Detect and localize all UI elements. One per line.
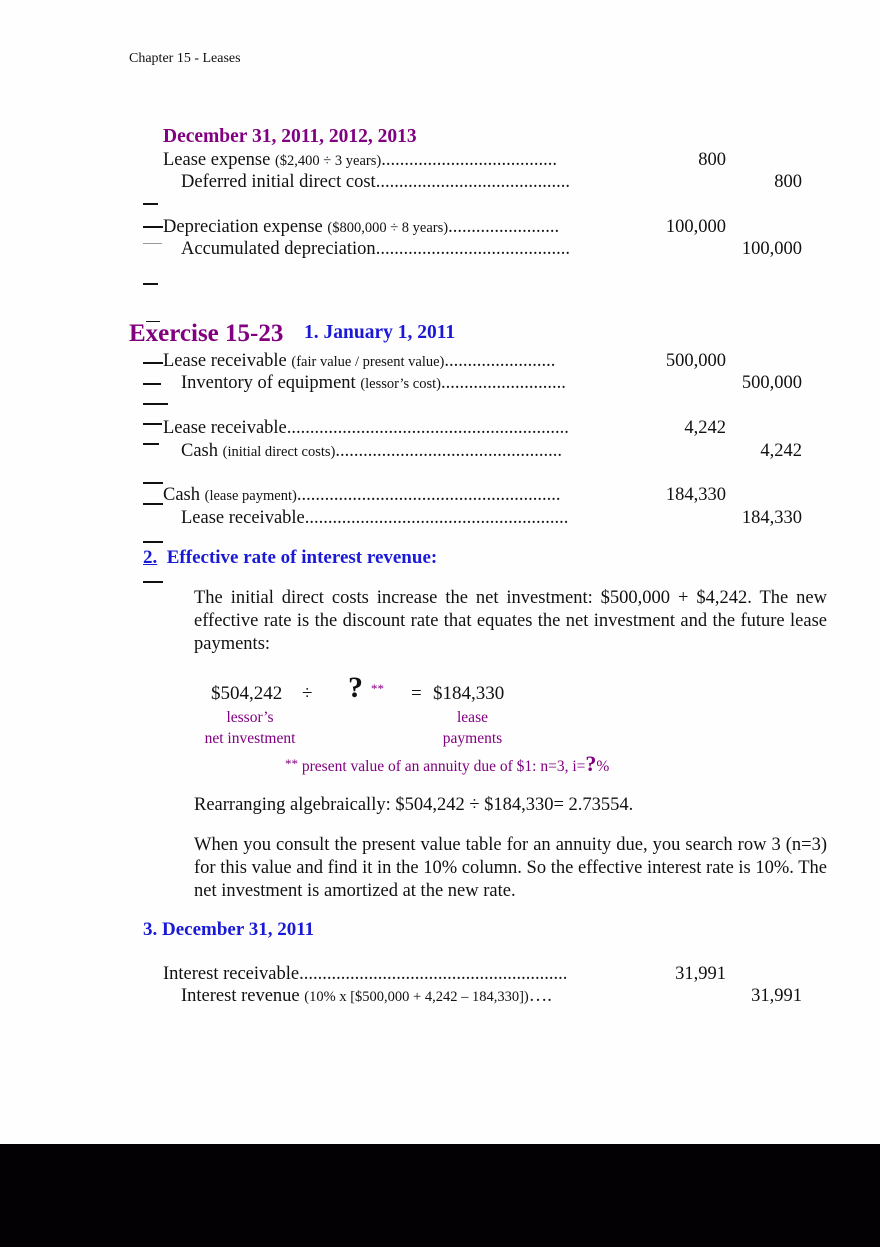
footnote-unknown: ?: [585, 751, 597, 776]
account-name: Lease receivable: [163, 351, 287, 371]
debit-amount: 31,991: [675, 964, 726, 984]
journal-entry-row: [0, 239, 880, 261]
rhs-label-line1: lease: [457, 709, 488, 726]
margin-dash: [143, 226, 163, 228]
journal-entry-row: [0, 986, 880, 1008]
journal-entry-row: [0, 150, 880, 172]
leader-dots: ..........................................................: [299, 964, 568, 984]
leader-dots: ........................: [444, 351, 556, 371]
leader-dots: .................................................: [335, 441, 562, 461]
margin-dash: [143, 283, 158, 285]
account-name: Lease receivable: [163, 418, 287, 438]
account-name: Accumulated depreciation: [181, 239, 376, 259]
account-name: Lease receivable: [181, 508, 305, 528]
debit-amount: 184,330: [665, 485, 726, 505]
debit-amount: 100,000: [665, 217, 726, 237]
journal-entry-row: [0, 351, 880, 373]
margin-dash: [143, 243, 162, 244]
account-name: Cash: [181, 441, 218, 461]
leader-dots: .........................................................: [296, 485, 561, 505]
account-note: ($800,000 ÷ 8 years): [327, 220, 449, 236]
margin-dash: [143, 443, 159, 445]
journal-entry-row: [0, 418, 880, 440]
leader-dots: .............................................................: [286, 418, 569, 438]
footnote-marker: **: [285, 756, 298, 771]
credit-amount: 4,242: [760, 441, 802, 461]
rearranging-paragraph: Rearranging algebraically: $504,242 ÷ $184,330= 2.73554.: [194, 795, 634, 815]
journal-entry-row: [0, 172, 880, 194]
part2-title: Effective rate of interest revenue:: [166, 547, 438, 568]
footnote-percent: %: [596, 758, 610, 775]
bottom-black-band: [0, 1144, 880, 1247]
part3-heading: 3. December 31, 2011: [143, 919, 315, 940]
journal-entry-row: [0, 217, 880, 239]
leader-dots: ….: [528, 986, 552, 1006]
section-date-heading: December 31, 2011, 2012, 2013: [163, 126, 417, 147]
margin-dash: [143, 541, 163, 543]
credit-amount: 31,991: [751, 986, 802, 1006]
account-name: Inventory of equipment: [181, 373, 356, 393]
account-name: Interest receivable: [163, 964, 300, 984]
footnote-marker: **: [371, 681, 384, 696]
lhs-label-line2: net investment: [204, 730, 296, 747]
credit-amount: 184,330: [741, 508, 802, 528]
account-name: Lease expense: [163, 150, 271, 170]
equation-lhs: $504,242: [211, 683, 283, 704]
account-note: (fair value / present value): [291, 354, 445, 370]
divide-operator: ÷: [302, 683, 313, 704]
chapter-header: Chapter 15 - Leases: [129, 51, 241, 66]
account-name: Depreciation expense: [163, 217, 323, 237]
equals-sign: =: [411, 683, 422, 704]
debit-amount: 4,242: [684, 418, 726, 438]
account-note: (initial direct costs): [222, 444, 336, 460]
debit-amount: 500,000: [665, 351, 726, 371]
leader-dots: ...........................: [441, 373, 566, 393]
equation-footnote: [285, 751, 609, 777]
account-name: Cash: [163, 485, 200, 505]
account-note: (10% x [$500,000 + 4,242 – 184,330]): [304, 989, 529, 1005]
margin-dash: [143, 383, 161, 385]
lhs-label-line1: lessor’s: [226, 709, 274, 726]
account-name: Deferred initial direct cost: [181, 172, 376, 192]
journal-entry-row: [0, 485, 880, 507]
margin-dash: [143, 362, 163, 364]
journal-entry-row: [0, 508, 880, 530]
footnote-text: present value of an annuity due of $1: n=3, i=: [301, 758, 586, 775]
explanation-paragraph: The initial direct costs increase the net investment: $500,000 + $4,242. The new effective rate is the discount rate that equates the net investment and the future lease payments:: [194, 588, 827, 654]
unknown-factor: ?: [348, 671, 363, 704]
account-name: Interest revenue: [181, 986, 300, 1006]
part2-heading: [143, 547, 437, 569]
leader-dots: ..........................................: [375, 239, 570, 259]
account-note: (lease payment): [204, 488, 297, 504]
part2-number: 2.: [143, 547, 158, 568]
debit-amount: 800: [698, 150, 726, 170]
leader-dots: ......................................: [381, 150, 557, 170]
credit-amount: 500,000: [741, 373, 802, 393]
leader-dots: .........................................................: [304, 508, 569, 528]
credit-amount: 800: [774, 172, 802, 192]
leader-dots: ..........................................: [375, 172, 570, 192]
journal-entry-row: [0, 964, 880, 986]
conclusion-paragraph: When you consult the present value table for an annuity due, you search row 3 (n=3) for this value and find it in the 10% column. So the effective interest rate is 10%. The net investment is amortized at the new rate.: [194, 835, 827, 901]
margin-dash: [143, 203, 158, 205]
credit-amount: 100,000: [741, 239, 802, 259]
equation-rhs: $184,330: [433, 683, 505, 704]
account-note: (lessor’s cost): [360, 376, 441, 392]
margin-dash: [143, 482, 163, 484]
margin-dash: [143, 581, 163, 583]
account-note: ($2,400 ÷ 3 years): [274, 153, 382, 169]
journal-entry-row: [0, 441, 880, 463]
rhs-label-line2: payments: [442, 730, 503, 747]
leader-dots: ........................: [448, 217, 560, 237]
margin-dash: [143, 403, 168, 405]
margin-dash: [143, 423, 162, 425]
margin-dash: [143, 503, 163, 505]
exercise-title: Exercise 15-23: [129, 320, 284, 347]
part1-heading: 1. January 1, 2011: [304, 322, 456, 343]
journal-entry-row: [0, 373, 880, 395]
